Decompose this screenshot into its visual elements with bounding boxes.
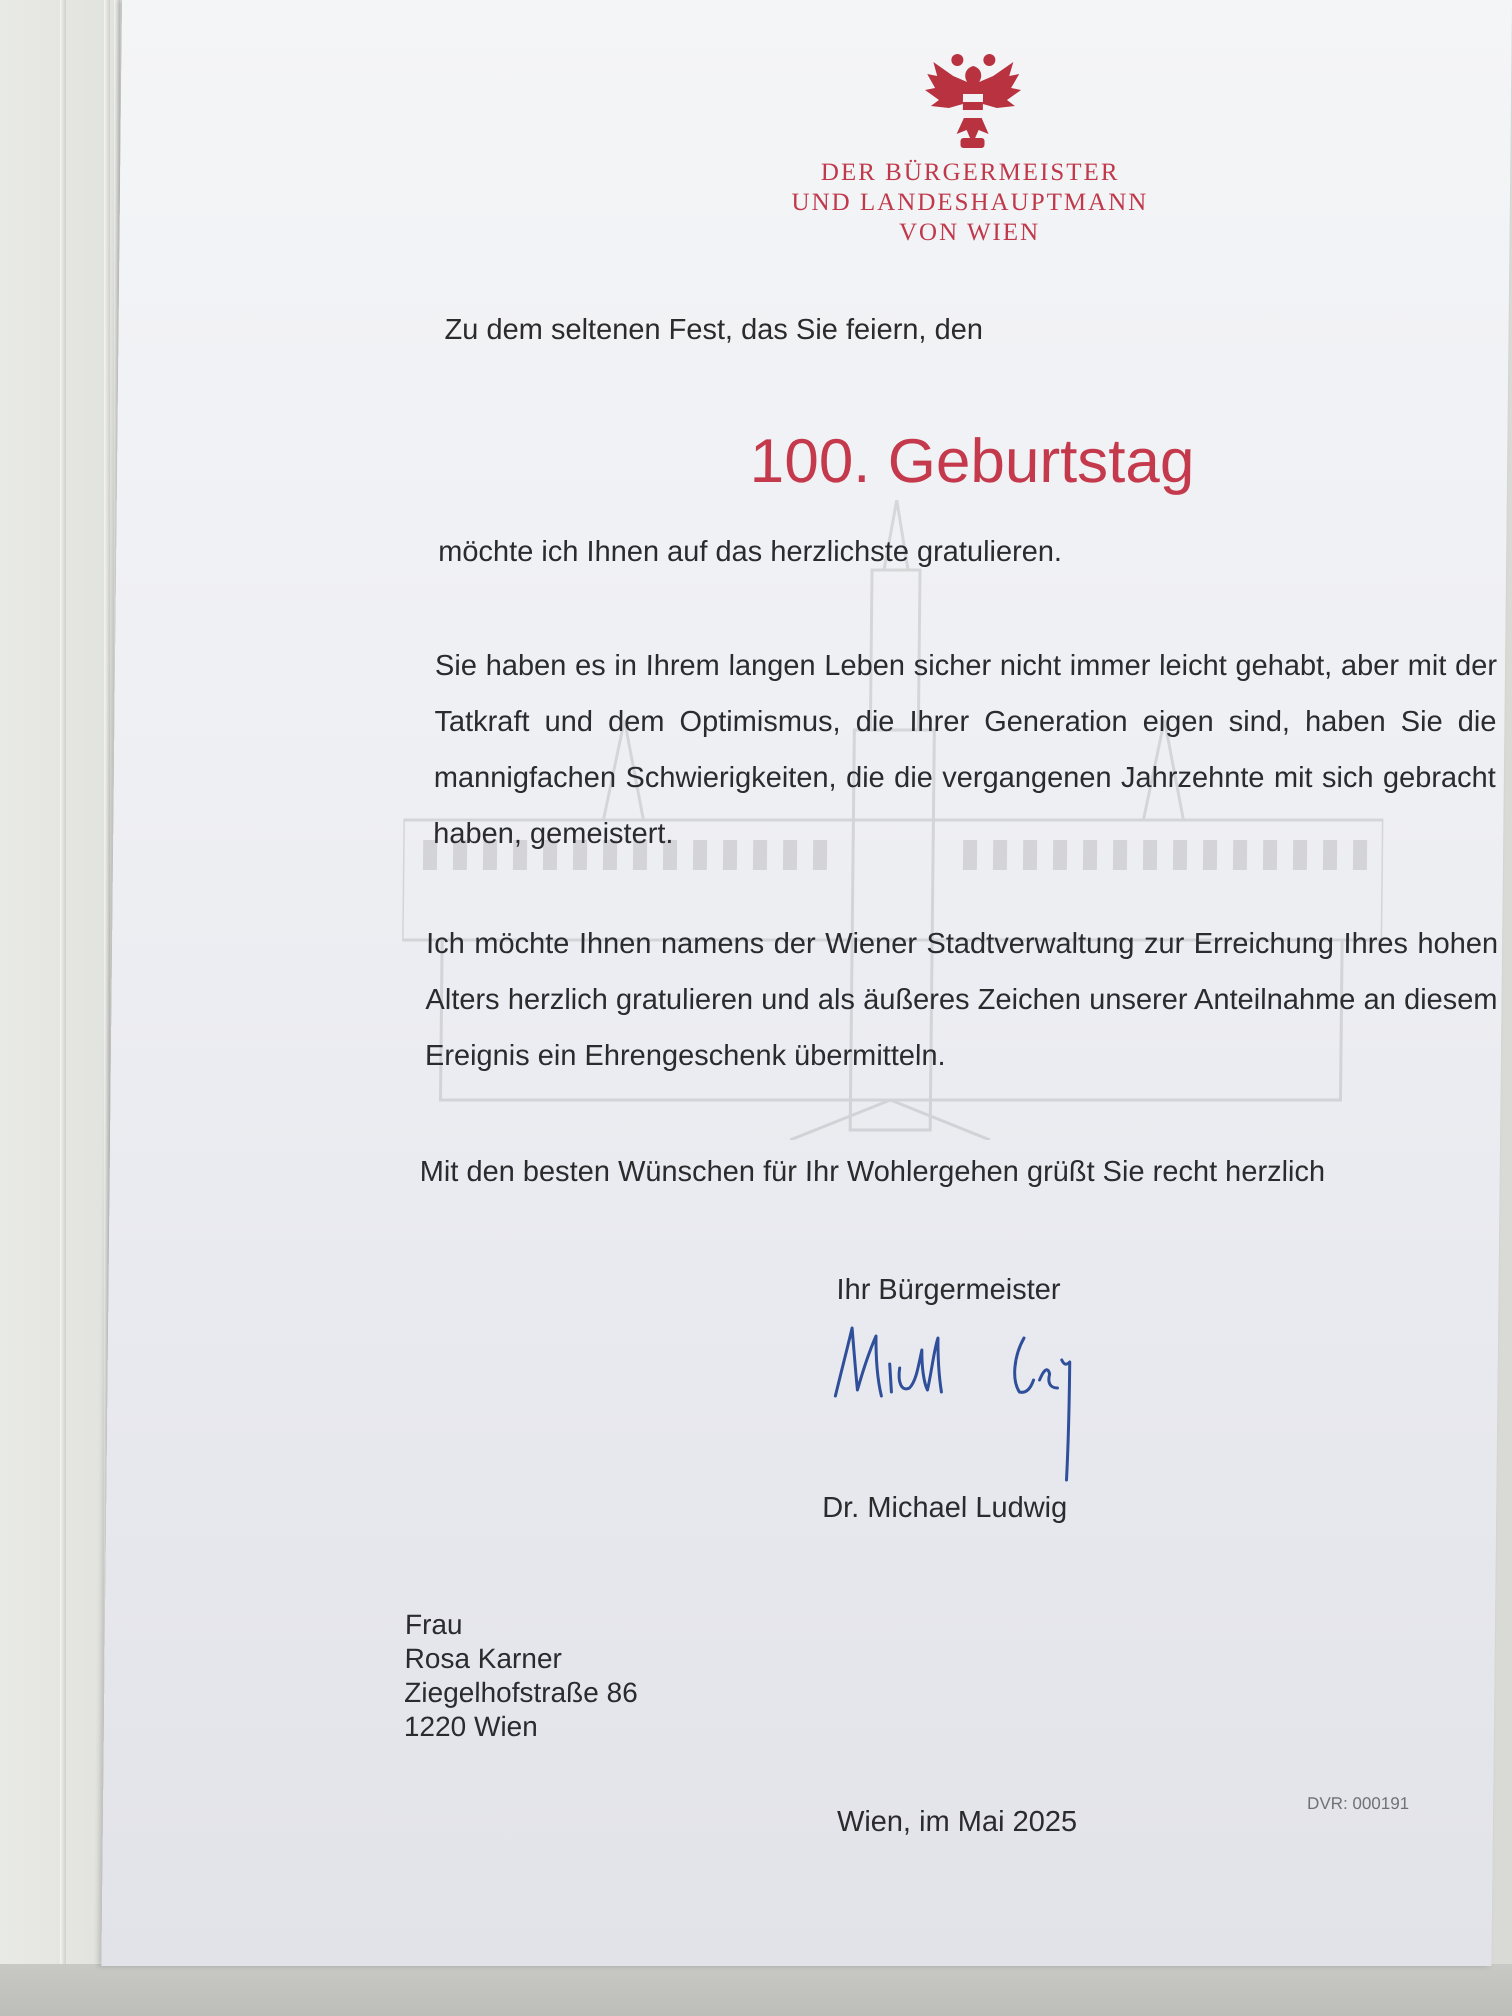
- occasion-heading: 100. Geburtstag: [749, 427, 1195, 496]
- letter-sheet: [101, 0, 1512, 1966]
- recipient-city: 1220 Wien: [403, 1711, 538, 1742]
- recipient-street: Ziegelhofstraße 86: [404, 1677, 638, 1708]
- handwritten-signature: [826, 1310, 1128, 1492]
- issuer-letterhead: [719, 158, 1220, 248]
- place-date: Wien, im Mai 2025: [836, 1806, 1078, 1838]
- paragraph-gift: Ich möchte Ihnen namens der Wiener Stadtverwaltung zur Erreichung Ihres hohen Alters herzlich gratulieren und als äußeres Zeichen unserer Anteilnahme an diesem Ereignis ein Ehrengeschenk übermitteln.: [424, 928, 1499, 1072]
- recipient-salutation: Frau: [404, 1609, 463, 1640]
- signatory-title: Ihr Bürgermeister: [836, 1274, 1061, 1306]
- intro-line: Zu dem seltenen Fest, das Sie feiern, den: [444, 314, 984, 346]
- issuer-line: UND LANDESHAUPTMANN: [791, 189, 1149, 216]
- table-surface: [0, 1964, 1512, 2016]
- recipient-name: Rosa Karner: [404, 1643, 562, 1674]
- paragraph-life: Sie haben es in Ihrem langen Leben sicher nicht immer leicht gehabt, aber mit der Tatkraft und dem Optimismus, die Ihrer Generation eigen sind, haben Sie die mannigfachen Schwierigkeiten, die die vergangenen Jahrzehnte mit sich gebracht haben, gemeistert.: [433, 650, 1498, 850]
- issuer-line: DER BÜRGERMEISTER: [820, 159, 1120, 186]
- congrats-line: möchte ich Ihnen auf das herzlichste gratulieren.: [438, 536, 1063, 568]
- folder-edge: [60, 0, 66, 2016]
- signatory-name: Dr. Michael Ludwig: [822, 1492, 1068, 1524]
- eagle-emblem-icon: [922, 52, 1023, 156]
- issuer-line: VON WIEN: [898, 219, 1041, 246]
- recipient-address: [404, 1608, 639, 1744]
- dvr-number: DVR: 000191: [1307, 1794, 1410, 1813]
- closing-line: Mit den besten Wünschen für Ihr Wohlergehen grüßt Sie recht herzlich: [419, 1156, 1326, 1188]
